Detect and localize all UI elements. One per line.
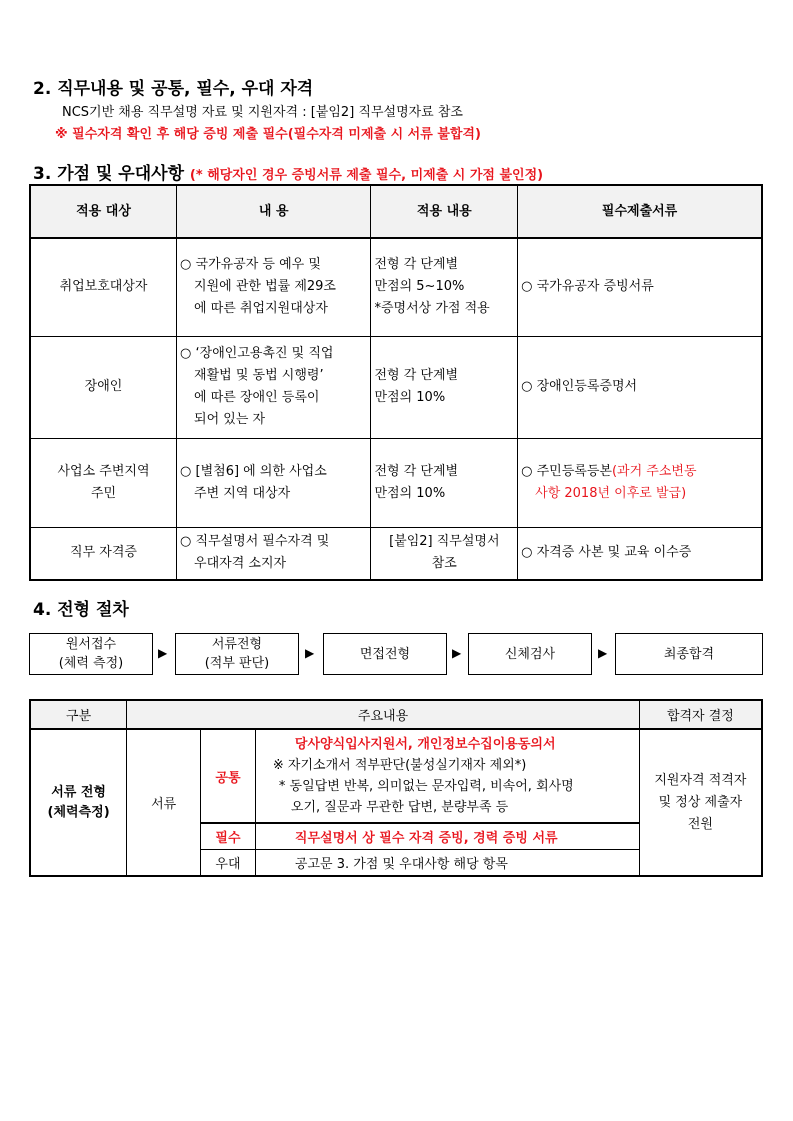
docs-text: ○ 주민등록등본 xyxy=(521,463,612,479)
content-line: 우대자격 소지자 xyxy=(194,556,287,572)
docs-line: ○ 자격증 사본 및 교육 이수증 xyxy=(521,545,692,561)
subcategory-cell: 서류 xyxy=(127,729,201,876)
apply-line: 만점의 10% xyxy=(374,390,446,405)
preferred-content: 공고문 3. 가점 및 우대사항 해당 항목 xyxy=(255,849,639,876)
header-apply: 적용 내용 xyxy=(371,185,518,238)
common-label: 공통 xyxy=(201,729,256,823)
table-row xyxy=(30,527,762,580)
table-header-row xyxy=(30,185,762,238)
row-target xyxy=(30,438,177,527)
flow-step-label: 서류전형 xyxy=(211,637,263,652)
section2-reference: NCS기반 채용 직무설명 자료 및 지원자격 : [붙임2] 직무설명자료 참조 xyxy=(62,105,463,120)
row-content xyxy=(177,336,371,438)
section3-title: 3. 가점 및 우대사항 xyxy=(33,164,184,184)
content-line: 재활법 및 동법 시행령’ xyxy=(194,368,324,383)
row-docs xyxy=(518,238,762,336)
header-target: 적용 대상 xyxy=(30,185,177,238)
flow-step xyxy=(615,633,763,675)
docs-note: (과거 주소변동 xyxy=(611,463,697,479)
flow-step xyxy=(29,633,153,675)
flow-step xyxy=(468,633,592,675)
table-row xyxy=(30,729,762,823)
category-sublabel: (체력측정) xyxy=(47,804,110,820)
section3-heading xyxy=(33,159,543,184)
required-content: 직무설명서 상 필수 자격 증빙, 경력 증빙 서류 xyxy=(255,823,639,849)
apply-line: [붙임2] 직무설명서 xyxy=(389,534,500,550)
decision-line: 전원 xyxy=(687,816,713,832)
flow-step-label: 최종합격 xyxy=(663,646,715,662)
flow-step-label: 원서접수 xyxy=(65,637,117,652)
row-docs xyxy=(518,527,762,580)
apply-line: 전형 각 단계별 xyxy=(374,368,459,383)
apply-line: 만점의 10% xyxy=(374,485,446,501)
content-line: ○ [별첨6] 에 의한 사업소 xyxy=(180,463,327,479)
flow-step-sublabel: (적부 판단) xyxy=(204,656,270,671)
content-line: 에 따른 장애인 등록이 xyxy=(194,390,320,405)
content-line: ○ 국가유공자 등 예우 및 xyxy=(180,257,321,273)
table-header-row xyxy=(30,700,762,729)
flow-step-sublabel: (체력 측정) xyxy=(58,656,124,671)
row-target xyxy=(30,238,177,336)
target-text: 장애인 xyxy=(84,379,123,394)
decision-cell xyxy=(639,729,762,876)
common-line: 오기, 질문과 무관한 답변, 분량부족 등 xyxy=(290,800,509,815)
flow-step-label: 면접전형 xyxy=(359,646,411,662)
row-target xyxy=(30,527,177,580)
row-docs xyxy=(518,438,762,527)
flow-step xyxy=(175,633,299,675)
row-apply xyxy=(371,527,518,580)
docs-note: 사항 2018년 이후로 발급) xyxy=(535,485,687,501)
category-label: 서류 전형 xyxy=(51,784,106,800)
decision-line: 및 정상 제출자 xyxy=(658,794,743,810)
content-line: 지원에 관한 법률 제29조 xyxy=(194,279,336,295)
table-row xyxy=(30,238,762,336)
flow-step-label: 신체검사 xyxy=(504,646,556,662)
header-content: 내 용 xyxy=(177,185,371,238)
required-label: 필수 xyxy=(201,823,256,849)
section2-warning: ※ 필수자격 확인 후 해당 증빙 제출 필수(필수자격 미제출 시 서류 불합격) xyxy=(55,127,481,142)
table-row xyxy=(30,438,762,527)
target-text: 사업소 주변지역 xyxy=(57,463,150,479)
content-line: 주변 지역 대상자 xyxy=(194,485,291,501)
section2-title: 2. 직무내용 및 공통, 필수, 우대 자격 xyxy=(33,79,314,99)
docs-line: ○ 장애인등록증명서 xyxy=(521,379,638,394)
common-line: * 동일답변 반복, 의미없는 문자입력, 비속어, 회사명 xyxy=(278,779,574,794)
apply-line: *증명서상 가점 적용 xyxy=(374,301,490,317)
selection-table xyxy=(29,699,763,877)
apply-line: 전형 각 단계별 xyxy=(374,257,459,273)
apply-line: 전형 각 단계별 xyxy=(374,463,459,479)
row-docs xyxy=(518,336,762,438)
docs-line: ○ 국가유공자 증빙서류 xyxy=(521,279,654,295)
row-apply xyxy=(371,336,518,438)
target-text: 직무 자격증 xyxy=(70,545,137,561)
header-decision: 합격자 결정 xyxy=(639,700,762,729)
docs-line xyxy=(518,461,761,483)
flow-step xyxy=(323,633,447,675)
row-target xyxy=(30,336,177,438)
common-line: ※ 자기소개서 적부판단(불성실기재자 제외*) xyxy=(272,758,527,773)
content-line: ○ 직무설명서 필수자격 및 xyxy=(180,534,330,550)
arrow-right-icon: ▶ xyxy=(598,646,608,660)
row-content xyxy=(177,238,371,336)
decision-line: 지원자격 적격자 xyxy=(654,772,747,788)
header-category: 구분 xyxy=(30,700,127,729)
section3-note: (* 해당자인 경우 증빙서류 제출 필수, 미제출 시 가점 불인정) xyxy=(189,168,544,183)
header-main: 주요내용 xyxy=(127,700,640,729)
target-text: 주민 xyxy=(90,485,117,501)
arrow-right-icon: ▶ xyxy=(158,646,168,660)
category-cell xyxy=(30,729,127,876)
row-content xyxy=(177,438,371,527)
target-text: 취업보호대상자 xyxy=(59,279,148,295)
common-line: 당사양식입사지원서, 개인정보수집이용동의서 xyxy=(294,737,556,752)
row-apply xyxy=(371,438,518,527)
content-line: ○ ‘장애인고용촉진 및 직업 xyxy=(180,346,334,361)
row-content xyxy=(177,527,371,580)
table-row xyxy=(30,336,762,438)
row-apply xyxy=(371,238,518,336)
apply-line: 만점의 5~10% xyxy=(374,279,465,295)
common-content xyxy=(255,729,639,823)
section4-title: 4. 전형 절차 xyxy=(33,600,129,620)
bonus-points-table xyxy=(29,184,763,581)
header-docs: 필수제출서류 xyxy=(518,185,762,238)
preferred-label: 우대 xyxy=(201,849,256,876)
content-line: 에 따른 취업지원대상자 xyxy=(194,301,328,317)
content-line: 되어 있는 자 xyxy=(194,412,266,427)
apply-line: 참조 xyxy=(431,556,457,572)
arrow-right-icon: ▶ xyxy=(305,646,315,660)
arrow-right-icon: ▶ xyxy=(452,646,462,660)
